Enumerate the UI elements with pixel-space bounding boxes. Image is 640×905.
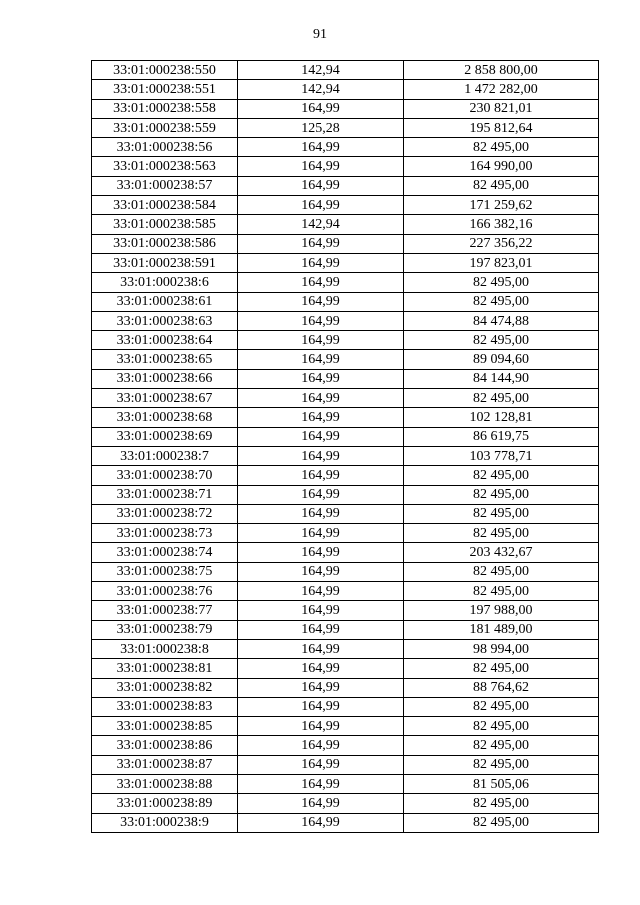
cadastral-number-cell: 33:01:000238:559 (92, 118, 238, 137)
table-row (92, 427, 599, 446)
table-row (92, 524, 599, 543)
cadastral-number-cell: 33:01:000238:63 (92, 311, 238, 330)
area-cell: 142,94 (238, 215, 404, 234)
area-cell: 164,99 (238, 678, 404, 697)
value-cell: 82 495,00 (404, 466, 599, 485)
area-cell: 164,99 (238, 234, 404, 253)
area-cell: 164,99 (238, 427, 404, 446)
area-cell: 164,99 (238, 138, 404, 157)
cadastral-number-cell: 33:01:000238:8 (92, 639, 238, 658)
value-cell: 166 382,16 (404, 215, 599, 234)
cadastral-number-cell: 33:01:000238:56 (92, 138, 238, 157)
cadastral-number-cell: 33:01:000238:76 (92, 582, 238, 601)
value-cell: 171 259,62 (404, 196, 599, 215)
area-cell: 164,99 (238, 389, 404, 408)
area-cell: 164,99 (238, 311, 404, 330)
table-row (92, 639, 599, 658)
table-row (92, 369, 599, 388)
value-cell: 82 495,00 (404, 582, 599, 601)
cadastral-number-cell: 33:01:000238:89 (92, 794, 238, 813)
value-cell: 82 495,00 (404, 755, 599, 774)
table-row (92, 99, 599, 118)
table-row (92, 408, 599, 427)
cadastral-number-cell: 33:01:000238:61 (92, 292, 238, 311)
cadastral-number-cell: 33:01:000238:69 (92, 427, 238, 446)
table-row (92, 234, 599, 253)
value-cell: 82 495,00 (404, 717, 599, 736)
value-cell: 82 495,00 (404, 794, 599, 813)
cadastral-number-cell: 33:01:000238:70 (92, 466, 238, 485)
value-cell: 84 144,90 (404, 369, 599, 388)
area-cell: 164,99 (238, 446, 404, 465)
table-row (92, 273, 599, 292)
value-cell: 82 495,00 (404, 485, 599, 504)
table-row (92, 717, 599, 736)
value-cell: 81 505,06 (404, 774, 599, 793)
cadastral-number-cell: 33:01:000238:77 (92, 601, 238, 620)
cadastral-number-cell: 33:01:000238:585 (92, 215, 238, 234)
cadastral-number-cell: 33:01:000238:72 (92, 504, 238, 523)
area-cell: 164,99 (238, 253, 404, 272)
area-cell: 164,99 (238, 562, 404, 581)
table-row (92, 292, 599, 311)
value-cell: 84 474,88 (404, 311, 599, 330)
area-cell: 164,99 (238, 466, 404, 485)
area-cell: 164,99 (238, 717, 404, 736)
value-cell: 82 495,00 (404, 176, 599, 195)
table-row (92, 736, 599, 755)
cadastral-number-cell: 33:01:000238:64 (92, 331, 238, 350)
table-row (92, 755, 599, 774)
table-row (92, 504, 599, 523)
table-row (92, 196, 599, 215)
table-row (92, 774, 599, 793)
table-row (92, 794, 599, 813)
cadastral-number-cell: 33:01:000238:85 (92, 717, 238, 736)
value-cell: 86 619,75 (404, 427, 599, 446)
area-cell: 164,99 (238, 350, 404, 369)
area-cell: 164,99 (238, 331, 404, 350)
area-cell: 164,99 (238, 408, 404, 427)
table-row (92, 215, 599, 234)
area-cell: 164,99 (238, 176, 404, 195)
cadastral-number-cell: 33:01:000238:7 (92, 446, 238, 465)
cadastral-number-cell: 33:01:000238:558 (92, 99, 238, 118)
value-cell: 164 990,00 (404, 157, 599, 176)
cadastral-number-cell: 33:01:000238:68 (92, 408, 238, 427)
table-row (92, 118, 599, 137)
area-cell: 164,99 (238, 196, 404, 215)
table-row (92, 253, 599, 272)
area-cell: 164,99 (238, 601, 404, 620)
cadastral-number-cell: 33:01:000238:74 (92, 543, 238, 562)
table-row (92, 311, 599, 330)
area-cell: 164,99 (238, 99, 404, 118)
table-row (92, 485, 599, 504)
value-cell: 103 778,71 (404, 446, 599, 465)
value-cell: 230 821,01 (404, 99, 599, 118)
page-number: 91 (313, 27, 327, 42)
cadastral-number-cell: 33:01:000238:65 (92, 350, 238, 369)
value-cell: 82 495,00 (404, 697, 599, 716)
cadastral-number-cell: 33:01:000238:66 (92, 369, 238, 388)
area-cell: 164,99 (238, 620, 404, 639)
table-row (92, 697, 599, 716)
cadastral-number-cell: 33:01:000238:71 (92, 485, 238, 504)
value-cell: 89 094,60 (404, 350, 599, 369)
area-cell: 164,99 (238, 369, 404, 388)
cadastral-number-cell: 33:01:000238:86 (92, 736, 238, 755)
cadastral-number-cell: 33:01:000238:73 (92, 524, 238, 543)
cadastral-number-cell: 33:01:000238:551 (92, 80, 238, 99)
cadastral-number-cell: 33:01:000238:586 (92, 234, 238, 253)
cadastral-number-cell: 33:01:000238:81 (92, 659, 238, 678)
table-row (92, 331, 599, 350)
value-cell: 82 495,00 (404, 736, 599, 755)
table-row (92, 582, 599, 601)
value-cell: 102 128,81 (404, 408, 599, 427)
table-row (92, 138, 599, 157)
value-cell: 82 495,00 (404, 331, 599, 350)
area-cell: 164,99 (238, 504, 404, 523)
cadastral-number-cell: 33:01:000238:88 (92, 774, 238, 793)
cadastral-number-cell: 33:01:000238:83 (92, 697, 238, 716)
table-row (92, 446, 599, 465)
table-row (92, 678, 599, 697)
value-cell: 197 988,00 (404, 601, 599, 620)
table-row (92, 543, 599, 562)
cadastral-number-cell: 33:01:000238:82 (92, 678, 238, 697)
value-cell: 82 495,00 (404, 138, 599, 157)
table-row (92, 466, 599, 485)
area-cell: 125,28 (238, 118, 404, 137)
table-row (92, 601, 599, 620)
value-cell: 82 495,00 (404, 659, 599, 678)
table-row (92, 176, 599, 195)
value-cell: 1 472 282,00 (404, 80, 599, 99)
value-cell: 195 812,64 (404, 118, 599, 137)
value-cell: 2 858 800,00 (404, 61, 599, 80)
area-cell: 164,99 (238, 774, 404, 793)
table-row (92, 620, 599, 639)
area-cell: 164,99 (238, 639, 404, 658)
value-cell: 203 432,67 (404, 543, 599, 562)
cadastral-number-cell: 33:01:000238:591 (92, 253, 238, 272)
value-cell: 88 764,62 (404, 678, 599, 697)
value-cell: 227 356,22 (404, 234, 599, 253)
area-cell: 164,99 (238, 755, 404, 774)
area-cell: 164,99 (238, 736, 404, 755)
area-cell: 164,99 (238, 273, 404, 292)
value-cell: 82 495,00 (404, 562, 599, 581)
area-cell: 142,94 (238, 80, 404, 99)
cadastral-number-cell: 33:01:000238:9 (92, 813, 238, 832)
cadastral-number-cell: 33:01:000238:87 (92, 755, 238, 774)
table-row (92, 350, 599, 369)
area-cell: 164,99 (238, 157, 404, 176)
area-cell: 164,99 (238, 292, 404, 311)
area-cell: 142,94 (238, 61, 404, 80)
table-row (92, 562, 599, 581)
table-row (92, 61, 599, 80)
cadastral-number-cell: 33:01:000238:584 (92, 196, 238, 215)
cadastral-number-cell: 33:01:000238:67 (92, 389, 238, 408)
table-row (92, 157, 599, 176)
table-body (92, 61, 599, 833)
area-cell: 164,99 (238, 697, 404, 716)
table-row (92, 389, 599, 408)
area-cell: 164,99 (238, 813, 404, 832)
table-row (92, 813, 599, 832)
value-cell: 82 495,00 (404, 389, 599, 408)
cadastral-number-cell: 33:01:000238:6 (92, 273, 238, 292)
cadastral-number-cell: 33:01:000238:550 (92, 61, 238, 80)
table-row (92, 659, 599, 678)
area-cell: 164,99 (238, 524, 404, 543)
value-cell: 197 823,01 (404, 253, 599, 272)
area-cell: 164,99 (238, 794, 404, 813)
value-cell: 82 495,00 (404, 273, 599, 292)
table-row (92, 80, 599, 99)
area-cell: 164,99 (238, 543, 404, 562)
value-cell: 98 994,00 (404, 639, 599, 658)
cadastral-number-cell: 33:01:000238:563 (92, 157, 238, 176)
value-cell: 82 495,00 (404, 292, 599, 311)
cadastral-number-cell: 33:01:000238:57 (92, 176, 238, 195)
area-cell: 164,99 (238, 582, 404, 601)
cadastral-number-cell: 33:01:000238:75 (92, 562, 238, 581)
value-cell: 82 495,00 (404, 524, 599, 543)
value-cell: 82 495,00 (404, 813, 599, 832)
cadastral-number-cell: 33:01:000238:79 (92, 620, 238, 639)
area-cell: 164,99 (238, 485, 404, 504)
value-cell: 82 495,00 (404, 504, 599, 523)
value-cell: 181 489,00 (404, 620, 599, 639)
property-table (91, 60, 599, 833)
area-cell: 164,99 (238, 659, 404, 678)
